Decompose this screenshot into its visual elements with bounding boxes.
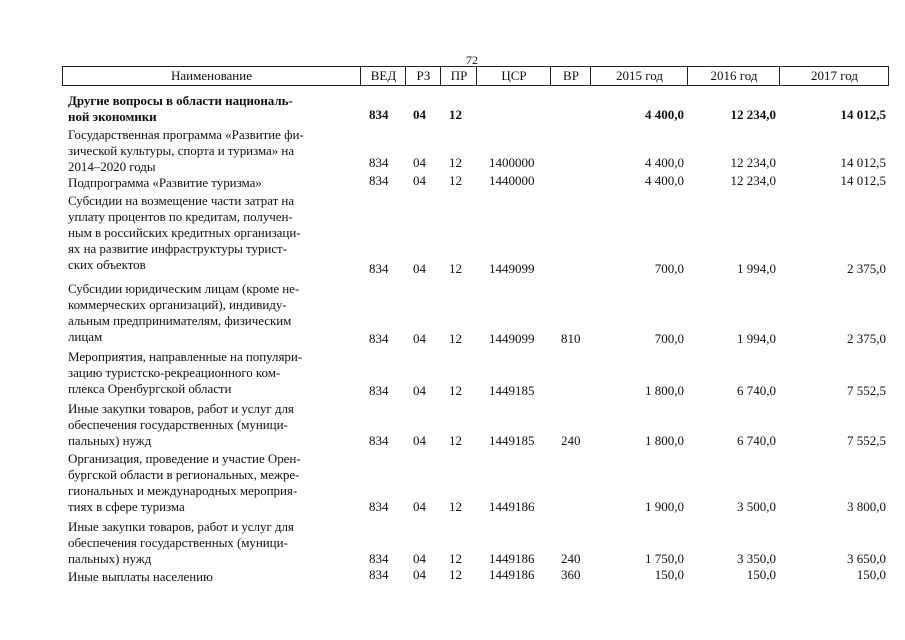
cell-pr: 12 (449, 261, 462, 276)
cell-vr: 240 (561, 433, 581, 448)
cell-rz: 04 (413, 383, 426, 398)
cell-ved: 834 (369, 331, 389, 346)
row-name-line: бургской области в региональных, межре- (68, 467, 300, 482)
cell-pr: 12 (449, 551, 462, 566)
cell-pr: 12 (449, 173, 462, 188)
col-header-rz: РЗ (405, 67, 441, 85)
cell-vr: 360 (561, 567, 581, 582)
cell-2015: 4 400,0 (645, 173, 684, 188)
row-name-line: Субсидии на возмещение части затрат на (68, 193, 295, 208)
cell-rz: 04 (413, 107, 426, 122)
row-name-line: обеспечения государственных (муници- (68, 535, 288, 550)
cell-2017: 3 650,0 (847, 551, 886, 566)
cell-csr: 1449186 (489, 499, 535, 514)
cell-vr: 810 (561, 331, 581, 346)
cell-vr: 240 (561, 551, 581, 566)
cell-rz: 04 (413, 155, 426, 170)
cell-ved: 834 (369, 567, 389, 582)
cell-2015: 1 900,0 (645, 499, 684, 514)
col-header-pr: ПР (440, 67, 477, 85)
cell-2017: 14 012,5 (840, 107, 886, 122)
row-name-line: Субсидии юридическим лицам (кроме не- (68, 281, 300, 296)
col-header-ved: ВЕД (360, 67, 406, 85)
cell-2017: 150,0 (856, 567, 886, 582)
cell-2017: 3 800,0 (847, 499, 886, 514)
row-name-line: пальных) нужд (68, 433, 152, 448)
cell-2017: 2 375,0 (847, 261, 886, 276)
cell-rz: 04 (413, 567, 426, 582)
row-name (68, 127, 304, 175)
row-name-line: Иные выплаты населению (68, 569, 213, 584)
cell-ved: 834 (369, 173, 389, 188)
cell-2016: 150,0 (746, 567, 776, 582)
row-name (68, 175, 262, 191)
row-name-line: зацию туристско-рекреационного ком- (68, 365, 281, 380)
cell-2016: 12 234,0 (730, 155, 776, 170)
row-name-line: Иные закупки товаров, работ и услуг для (68, 401, 294, 416)
row-name-line: зической культуры, спорта и туризма» на (68, 143, 295, 158)
col-header-2017: 2017 год (779, 67, 889, 85)
col-header-name: Наименование (171, 68, 252, 83)
row-name (68, 193, 301, 273)
row-name (68, 519, 294, 567)
row-name-line: Иные закупки товаров, работ и услуг для (68, 519, 294, 534)
col-header-csr: ЦСР (476, 67, 551, 85)
cell-csr: 1449186 (489, 567, 535, 582)
cell-rz: 04 (413, 499, 426, 514)
col-header-2015: 2015 год (590, 67, 688, 85)
row-name (68, 93, 293, 125)
row-name (68, 451, 301, 515)
cell-2017: 14 012,5 (840, 155, 886, 170)
cell-2016: 3 350,0 (737, 551, 776, 566)
cell-pr: 12 (449, 567, 462, 582)
cell-pr: 12 (449, 155, 462, 170)
row-name-line: ях на развитие инфраструктуры турист- (68, 241, 287, 256)
cell-2015: 150,0 (654, 567, 684, 582)
cell-2017: 2 375,0 (847, 331, 886, 346)
cell-2015: 4 400,0 (645, 155, 684, 170)
cell-ved: 834 (369, 383, 389, 398)
cell-pr: 12 (449, 331, 462, 346)
row-name (68, 349, 302, 397)
cell-rz: 04 (413, 433, 426, 448)
row-name-line: тиях в сфере туризма (68, 499, 185, 514)
row-name-line: ских объектов (68, 257, 146, 272)
cell-rz: 04 (413, 551, 426, 566)
cell-2016: 12 234,0 (730, 107, 776, 122)
cell-csr: 1449185 (489, 433, 535, 448)
row-name-line: Подпрограмма «Развитие туризма» (68, 175, 262, 190)
row-name-line: лицам (68, 329, 103, 344)
cell-2015: 1 750,0 (645, 551, 684, 566)
row-name-line: 2014–2020 годы (68, 159, 156, 174)
cell-rz: 04 (413, 331, 426, 346)
cell-2016: 6 740,0 (737, 383, 776, 398)
col-header-vr: ВР (550, 67, 591, 85)
page-number: 72 (466, 53, 478, 67)
cell-2016: 1 994,0 (737, 331, 776, 346)
cell-csr: 1449099 (489, 331, 535, 346)
row-name (68, 401, 294, 449)
cell-2016: 12 234,0 (730, 173, 776, 188)
cell-csr: 1449185 (489, 383, 535, 398)
row-name-line: пальных) нужд (68, 551, 152, 566)
cell-csr: 1400000 (489, 155, 535, 170)
cell-pr: 12 (449, 433, 462, 448)
row-name-line: ным в российских кредитных организаци- (68, 225, 301, 240)
row-name-line: Мероприятия, направленные на популяри- (68, 349, 303, 364)
row-name-line: ной экономики (68, 109, 157, 124)
row-name-line: обеспечения государственных (муници- (68, 417, 288, 432)
cell-pr: 12 (449, 383, 462, 398)
cell-2017: 7 552,5 (847, 433, 886, 448)
row-name-line: альным предпринимателям, физическим (68, 313, 292, 328)
row-name-line: гиональных и международных мероприя- (68, 483, 298, 498)
cell-ved: 834 (369, 261, 389, 276)
cell-ved: 834 (369, 499, 389, 514)
row-name-line: коммерческих организаций), индивиду- (68, 297, 287, 312)
cell-pr: 12 (449, 499, 462, 514)
cell-csr: 1440000 (489, 173, 535, 188)
cell-csr: 1449186 (489, 551, 535, 566)
row-name-line: Другие вопросы в области националь- (68, 93, 293, 108)
cell-ved: 834 (369, 107, 389, 122)
cell-csr: 1449099 (489, 261, 535, 276)
row-name-line: уплату процентов по кредитам, получен- (68, 209, 293, 224)
row-name (68, 281, 299, 345)
cell-2015: 700,0 (654, 331, 684, 346)
cell-2017: 14 012,5 (840, 173, 886, 188)
row-name-line: Государственная программа «Развитие фи- (68, 127, 304, 142)
row-name-line: Организация, проведение и участие Орен- (68, 451, 301, 466)
cell-2015: 4 400,0 (645, 107, 684, 122)
cell-2016: 6 740,0 (737, 433, 776, 448)
cell-ved: 834 (369, 433, 389, 448)
table-header (62, 66, 889, 86)
cell-ved: 834 (369, 155, 389, 170)
cell-2016: 1 994,0 (737, 261, 776, 276)
cell-ved: 834 (369, 551, 389, 566)
cell-rz: 04 (413, 173, 426, 188)
cell-2017: 7 552,5 (847, 383, 886, 398)
cell-pr: 12 (449, 107, 462, 122)
cell-2016: 3 500,0 (737, 499, 776, 514)
row-name (68, 569, 213, 585)
cell-2015: 1 800,0 (645, 383, 684, 398)
cell-rz: 04 (413, 261, 426, 276)
row-name-line: плекса Оренбургской области (68, 381, 232, 396)
cell-2015: 700,0 (654, 261, 684, 276)
col-header-2016: 2016 год (687, 67, 780, 85)
cell-2015: 1 800,0 (645, 433, 684, 448)
